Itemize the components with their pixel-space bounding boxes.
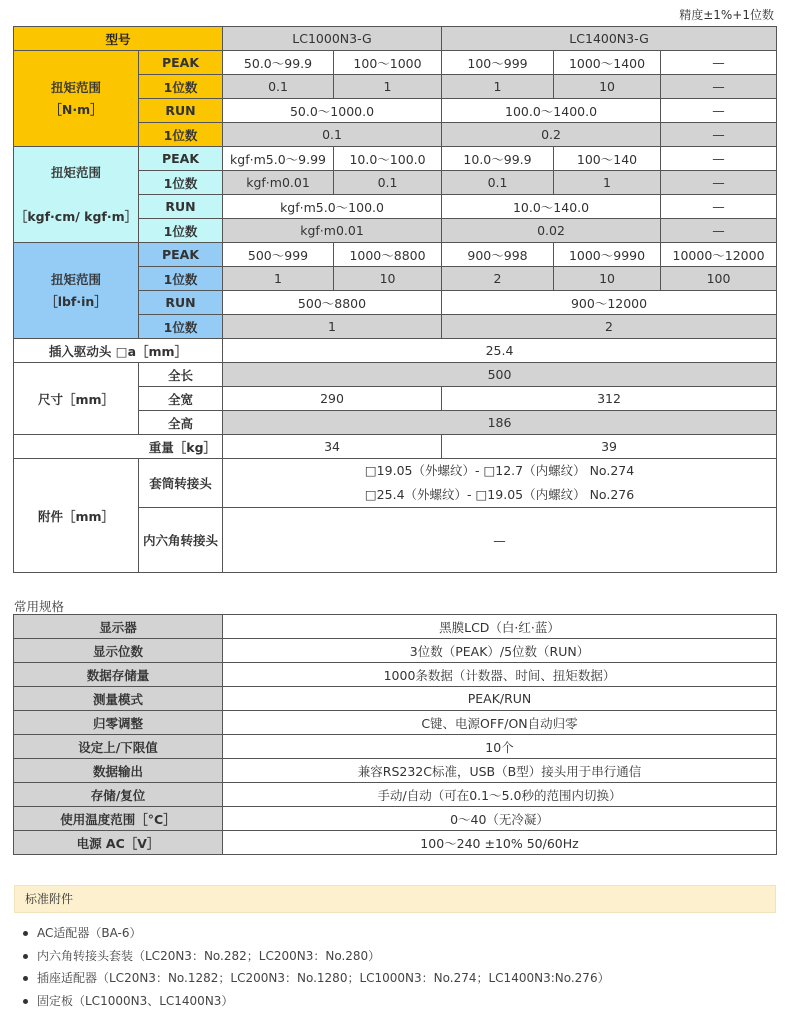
drive-value: 25.4 [223, 339, 777, 363]
nm-peak-digit-3: 1 [442, 75, 554, 99]
kgf-peak-digit-dash: — [661, 171, 777, 195]
common-spec-row [14, 615, 777, 639]
kgf-run-2: 10.0～140.0 [442, 195, 661, 219]
kgf-peak-row [14, 147, 777, 171]
nm-run-digit-label: 1位数 [139, 123, 223, 147]
size-width-lc1400: 312 [442, 387, 777, 411]
common-spec-row [14, 639, 777, 663]
model-lc1000: LC1000N3-G [223, 27, 442, 51]
accessory-socket-row [14, 459, 777, 508]
weight-lc1000: 34 [223, 435, 442, 459]
nm-peak-digit-4: 10 [554, 75, 661, 99]
common-spec-table [13, 614, 777, 855]
lbf-peak-3: 900～998 [442, 243, 554, 267]
lbf-peak-digit-1: 1 [223, 267, 334, 291]
model-label: 型号 [14, 27, 223, 51]
nm-run-digit-dash: — [661, 123, 777, 147]
size-length-value: 500 [223, 363, 777, 387]
size-label: 尺寸［mm］ [14, 363, 139, 435]
kgf-run-digit-label: 1位数 [139, 219, 223, 243]
kgf-run-1: kgf·m5.0～100.0 [223, 195, 442, 219]
common-spec-row [14, 711, 777, 735]
lbf-peak-digit-4: 10 [554, 267, 661, 291]
nm-run-label: RUN [139, 99, 223, 123]
lbf-peak-digit-5: 100 [661, 267, 777, 291]
standard-accessory-item: 固定板（LC1000N3、LC1400N3） [22, 990, 610, 1013]
common-spec-key: 电源 AC［V］ [14, 831, 223, 855]
lbf-peak-4: 1000～9990 [554, 243, 661, 267]
kgf-run-dash: — [661, 195, 777, 219]
kgf-peak-label: PEAK [139, 147, 223, 171]
common-spec-value: 手动/自动（可在0.1～5.0秒的范围内切换） [223, 783, 777, 807]
common-spec-value: C键、电源OFF/ON自动归零 [223, 711, 777, 735]
size-length-row [14, 363, 777, 387]
socket-line-1: □19.05（外螺纹）- □12.7（内螺纹） No.274 [364, 463, 635, 478]
common-spec-row [14, 735, 777, 759]
kgf-peak-2: 10.0～100.0 [334, 147, 442, 171]
kgf-peak-3: 10.0～99.9 [442, 147, 554, 171]
accessory-label: 附件［mm］ [14, 459, 139, 573]
kgf-run-digit-dash: — [661, 219, 777, 243]
nm-peak-digit-dash: — [661, 75, 777, 99]
size-height-label: 全高 [139, 411, 223, 435]
common-spec-row [14, 831, 777, 855]
size-length-label: 全长 [139, 363, 223, 387]
weight-label: 重量［kg］ [14, 435, 223, 459]
drive-row [14, 339, 777, 363]
common-spec-row [14, 663, 777, 687]
socket-adapter-label: 套筒转接头 [139, 459, 223, 508]
kgf-run-digit-1: kgf·m0.01 [223, 219, 442, 243]
nm-run-digit-2: 0.2 [442, 123, 661, 147]
standard-accessory-item: AC适配器（BA-6） [22, 922, 610, 945]
common-spec-value: 10个 [223, 735, 777, 759]
drive-label: 插入驱动头 □a［mm］ [14, 339, 223, 363]
lbf-peak-digit-label: 1位数 [139, 267, 223, 291]
common-spec-row [14, 687, 777, 711]
kgf-peak-dash: — [661, 147, 777, 171]
common-spec-row [14, 807, 777, 831]
size-width-lc1000: 290 [223, 387, 442, 411]
nm-peak-digit-1: 0.1 [223, 75, 334, 99]
lbf-peak-5: 10000～12000 [661, 243, 777, 267]
hex-adapter-label: 内六角转接头 [139, 508, 223, 573]
common-spec-value: 兼容RS232C标准，USB（B型）接头用于串行通信 [223, 759, 777, 783]
size-height-value: 186 [223, 411, 777, 435]
nm-peak-1: 50.0～99.9 [223, 51, 334, 75]
socket-line-2: □25.4（外螺纹）- □19.05（内螺纹） No.276 [364, 487, 635, 502]
common-spec-key: 数据输出 [14, 759, 223, 783]
nm-peak-row [14, 51, 777, 75]
lbf-run-digit-label: 1位数 [139, 315, 223, 339]
accuracy-note: 精度±1%+1位数 [679, 8, 774, 22]
spec-table [13, 26, 777, 573]
kgf-peak-digit-1: kgf·m0.01 [223, 171, 334, 195]
kgf-run-label: RUN [139, 195, 223, 219]
common-spec-value: 黑膜LCD（白·红·蓝） [223, 615, 777, 639]
kgf-peak-digit-label: 1位数 [139, 171, 223, 195]
common-spec-title: 常用规格 [14, 599, 65, 614]
common-spec-key: 归零调整 [14, 711, 223, 735]
kgf-peak-1: kgf·m5.0～9.99 [223, 147, 334, 171]
lbf-peak-digit-3: 2 [442, 267, 554, 291]
standard-accessories-list [22, 922, 610, 1012]
kgf-peak-digit-4: 1 [554, 171, 661, 195]
hex-adapter-value: — [223, 508, 777, 573]
common-spec-key: 存储/复位 [14, 783, 223, 807]
common-spec-row [14, 783, 777, 807]
model-lc1400: LC1400N3-G [442, 27, 777, 51]
nm-peak-digit-2: 1 [334, 75, 442, 99]
weight-lc1400: 39 [442, 435, 777, 459]
nm-peak-3: 100～999 [442, 51, 554, 75]
kgf-peak-digit-2: 0.1 [334, 171, 442, 195]
size-width-label: 全宽 [139, 387, 223, 411]
nm-run-2: 100.0～1400.0 [442, 99, 661, 123]
common-spec-key: 显示位数 [14, 639, 223, 663]
standard-accessories-header: 标准附件 [14, 885, 776, 913]
standard-accessory-item: 内六角转接头套装（LC20N3：No.282；LC200N3：No.280） [22, 945, 610, 968]
kgf-peak-digit-3: 0.1 [442, 171, 554, 195]
lbf-run-digit-1: 1 [223, 315, 442, 339]
standard-accessory-item: 插座适配器（LC20N3：No.1282；LC200N3：No.1280；LC1000N3：No.274；LC1400N3:No.276） [22, 967, 610, 990]
weight-row [14, 435, 777, 459]
common-spec-key: 设定上/下限值 [14, 735, 223, 759]
model-row [14, 27, 777, 51]
lbf-run-label: RUN [139, 291, 223, 315]
nm-run-dash: — [661, 99, 777, 123]
nm-run-1: 50.0～1000.0 [223, 99, 442, 123]
lbf-peak-label: PEAK [139, 243, 223, 267]
common-spec-key: 显示器 [14, 615, 223, 639]
nm-peak-dash: — [661, 51, 777, 75]
lbf-group-label: 扭矩范围 ［lbf·in］ [14, 243, 139, 339]
kgf-peak-4: 100～140 [554, 147, 661, 171]
nm-group-label: 扭矩范围 ［N·m］ [14, 51, 139, 147]
common-spec-value: 1000条数据（计数器、时间、扭矩数据） [223, 663, 777, 687]
common-spec-value: 100～240 ±10% 50/60Hz [223, 831, 777, 855]
lbf-peak-row [14, 243, 777, 267]
nm-peak-label: PEAK [139, 51, 223, 75]
lbf-peak-1: 500～999 [223, 243, 334, 267]
common-spec-key: 使用温度范围［°C］ [14, 807, 223, 831]
lbf-peak-digit-2: 10 [334, 267, 442, 291]
common-spec-value: 3位数（PEAK）/5位数（RUN） [223, 639, 777, 663]
common-spec-value: PEAK/RUN [223, 687, 777, 711]
nm-peak-4: 1000～1400 [554, 51, 661, 75]
lbf-run-digit-2: 2 [442, 315, 777, 339]
kgf-run-digit-2: 0.02 [442, 219, 661, 243]
common-spec-key: 测量模式 [14, 687, 223, 711]
common-spec-key: 数据存储量 [14, 663, 223, 687]
lbf-run-1: 500～8800 [223, 291, 442, 315]
lbf-peak-2: 1000～8800 [334, 243, 442, 267]
nm-peak-2: 100～1000 [334, 51, 442, 75]
nm-run-digit-1: 0.1 [223, 123, 442, 147]
common-spec-row [14, 759, 777, 783]
socket-adapter-value [223, 459, 777, 508]
kgf-group-label: 扭矩范围 ［kgf·cm/ kgf·m］ [14, 147, 139, 243]
lbf-run-2: 900～12000 [442, 291, 777, 315]
nm-peak-digit-label: 1位数 [139, 75, 223, 99]
common-spec-value: 0～40（无冷凝） [223, 807, 777, 831]
